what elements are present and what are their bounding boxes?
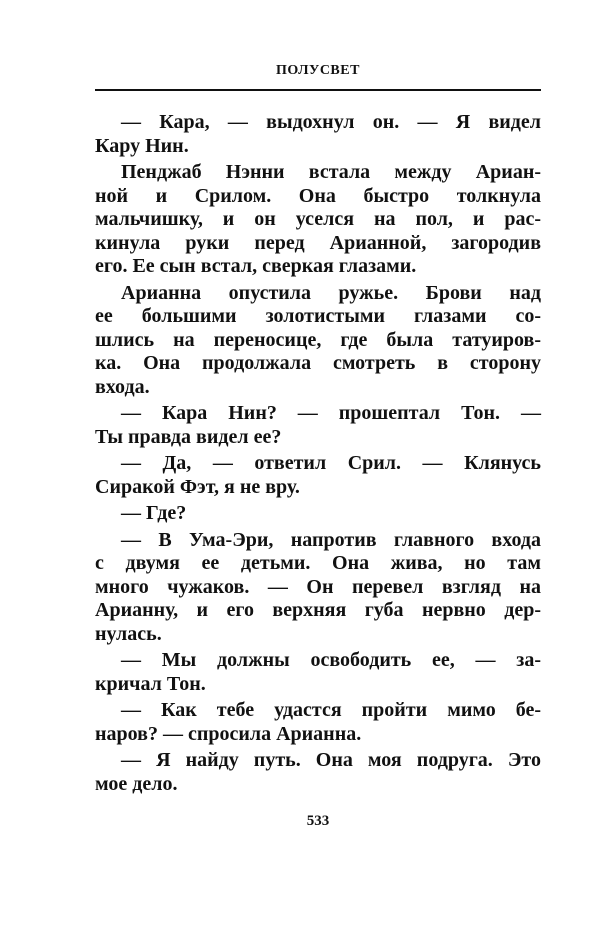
text-line: нулась.: [95, 622, 162, 645]
page-content: [95, 111, 541, 830]
paragraph: [95, 282, 541, 400]
text-line: с двумя ее детьми. Она жива, но там: [95, 552, 541, 574]
text-line: Арианну, и его верхняя губа нервно дер-: [95, 599, 541, 621]
text-line: ка. Она продолжала смотреть в сторону: [95, 352, 541, 374]
text-line: наров? — спросила Арианна.: [95, 722, 362, 745]
text-line: — Мы должны освободить ее, — за-: [121, 649, 541, 671]
header-rule: [95, 89, 541, 91]
paragraph: [95, 649, 541, 696]
text-line: — Я найду путь. Она моя подруга. Это: [121, 749, 541, 771]
text-line: кричал Тон.: [95, 672, 206, 695]
body-text: [95, 111, 541, 796]
text-line: мое дело.: [95, 772, 178, 795]
paragraph: [95, 699, 541, 746]
text-line: много чужаков. — Он перевел взгляд на: [95, 575, 541, 598]
running-head-title: ПОЛУСВЕТ: [276, 63, 360, 78]
page-number: 533: [306, 813, 330, 829]
text-line: кинула руки перед Арианной, загородив: [95, 231, 541, 254]
text-line: — Где?: [121, 502, 187, 524]
text-line: шлись на переносице, где была татуиров-: [95, 328, 541, 351]
text-line: Ты правда видел ее?: [95, 425, 282, 448]
text-line: — Кара, — выдохнул он. — Я видел: [121, 111, 541, 133]
text-line: ее большими золотистыми глазами со-: [95, 305, 541, 327]
text-line: — Да, — ответил Срил. — Клянусь: [121, 452, 541, 474]
text-line: его. Ее сын встал, сверкая глазами.: [95, 255, 417, 277]
paragraph: [95, 529, 541, 647]
text-line: Арианна опустила ружье. Брови над: [121, 281, 541, 304]
paragraph: [95, 111, 541, 158]
text-line: Сиракой Фэт, я не вру.: [95, 475, 300, 498]
paragraph: [95, 452, 541, 499]
text-line: ной и Срилом. Она быстро толкнула: [95, 184, 541, 207]
paragraph: [95, 402, 541, 449]
paragraph: [95, 161, 541, 279]
text-line: — В Ума-Эри, напротив главного входа: [121, 528, 541, 551]
text-line: мальчишку, и он уселся на пол, и рас-: [95, 208, 541, 230]
paragraph: [95, 502, 541, 526]
text-line: — Кара Нин? — прошептал Тон. —: [121, 402, 541, 424]
text-line: — Как тебе удастся пройти мимо бе-: [121, 699, 541, 721]
text-line: Пенджаб Нэнни встала между Ариан-: [121, 161, 541, 183]
text-line: Кару Нин.: [95, 134, 189, 157]
text-line: входа.: [95, 375, 150, 398]
paragraph: [95, 749, 541, 796]
